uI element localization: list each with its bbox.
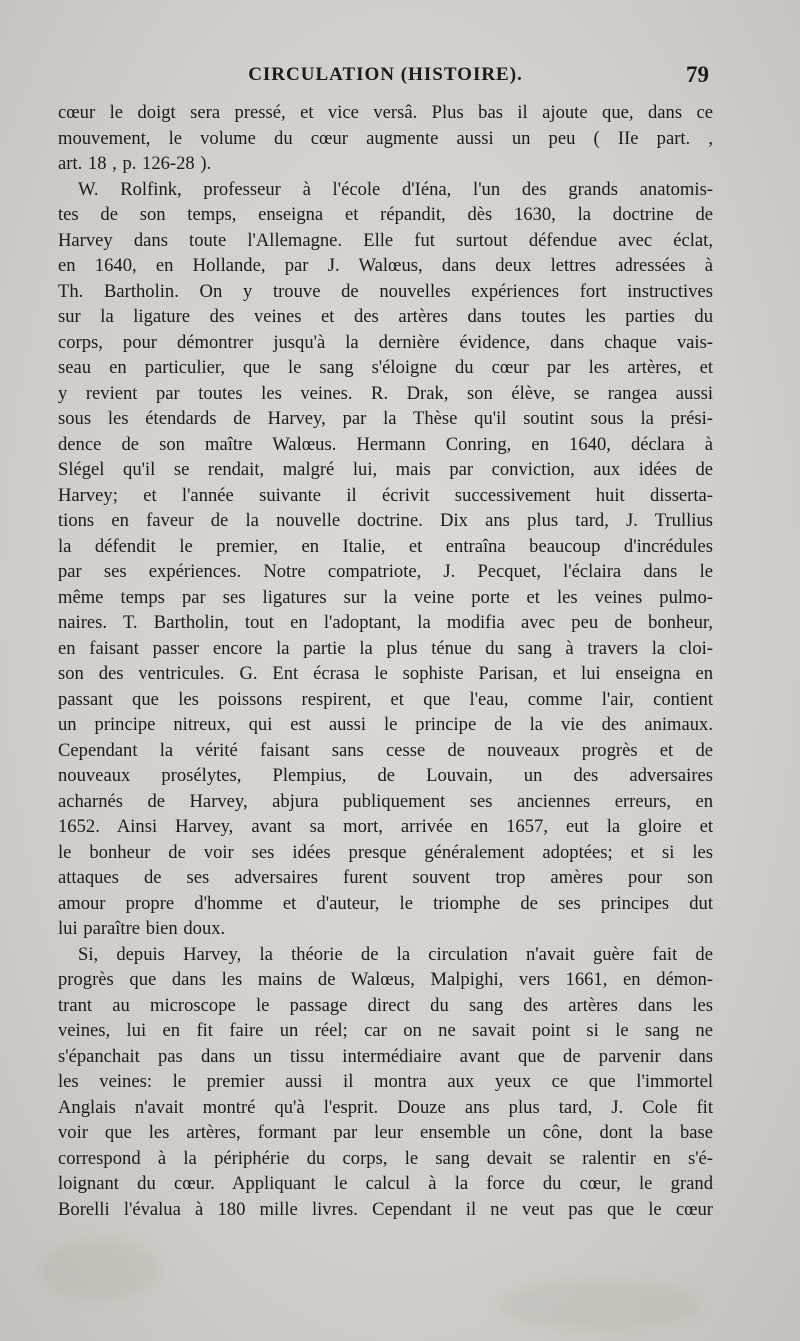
text-line: Cependant la vérité faisant sans cesse de nouveaux progrès et de (58, 739, 713, 761)
page-number: 79 (686, 62, 709, 87)
text-line: un principe nitreux, qui est aussi le principe de la vie des animaux. (58, 714, 713, 735)
text-line: voir que les artères, formant par leur ensemble un cône, dont la base (58, 1122, 713, 1143)
text-line: passant que les poissons respirent, et que l'eau, comme l'air, contient (58, 688, 713, 710)
text-line: même temps par ses ligatures sur la veine porte et les veines pulmo- (58, 586, 713, 608)
running-header (58, 60, 713, 100)
text-line: amour propre d'homme et d'auteur, le triomphe de ses principes dut (58, 892, 713, 914)
text-line: W. Rolfink, professeur à l'école d'Iéna, l'un des grands anatomis- (78, 178, 713, 200)
text-line: par ses expériences. Notre compatriote, J. Pecquet, l'éclaira dans le (58, 561, 713, 582)
text-line: la défendit le premier, en Italie, et entraîna beaucoup d'incrédules (58, 535, 713, 557)
text-line: Slégel qu'il se rendait, malgré lui, mais par conviction, aux idées de (58, 459, 713, 480)
text-line: Th. Bartholin. On y trouve de nouvelles expériences fort instructives (58, 280, 713, 302)
text-line: s'épanchait pas dans un tissu intermédiaire avant que de parvenir dans (58, 1045, 713, 1067)
text-line: tes de son temps, enseigna et répandit, dès 1630, la doctrine de (58, 204, 713, 225)
text-line: Si, depuis Harvey, la théorie de la circulation n'avait guère fait de (78, 943, 713, 965)
text-line: sur la ligature des veines et des artères dans toutes les parties du (58, 306, 713, 327)
text-line: trant au microscope le passage direct du sang des artères dans les (58, 994, 713, 1016)
body-text (58, 100, 713, 1222)
paper-stain (500, 1280, 700, 1330)
text-line: progrès que dans les mains de Walœus, Malpighi, vers 1661, en démon- (58, 969, 713, 990)
text-line: son des ventricules. G. Ent écrasa le sophiste Parisan, et lui enseigna en (58, 663, 713, 684)
text-line: correspond à la périphérie du corps, le sang devait se ralentir en s'é- (58, 1147, 713, 1169)
text-line: attaques de ses adversaires furent souvent trop amères pour son (58, 867, 713, 888)
text-line: acharnés de Harvey, abjura publiquement ses anciennes erreurs, en (58, 790, 713, 812)
text-line: Harvey; et l'année suivante il écrivit successivement huit disserta- (58, 484, 713, 506)
text-line: corps, pour démontrer jusqu'à la dernière évidence, dans chaque vais- (58, 331, 713, 353)
text-line: dence de son maître Walœus. Hermann Conring, en 1640, déclara à (58, 433, 713, 455)
text-line: veines, lui en fit faire un réel; car on ne savait point si le sang ne (58, 1020, 713, 1041)
text-line: en 1640, en Hollande, par J. Walœus, dans deux lettres adressées à (58, 255, 713, 276)
text-line: Harvey dans toute l'Allemagne. Elle fut surtout défendue avec éclat, (58, 229, 713, 251)
text-line: Borelli l'évalua à 180 mille livres. Cependant il ne veut pas que le cœur (58, 1198, 713, 1220)
text-line: les veines: le premier aussi il montra aux yeux ce que l'immortel (58, 1071, 713, 1092)
text-line: cœur le doigt sera pressé, et vice versâ. Plus bas il ajoute que, dans ce (58, 102, 713, 123)
text-line: lui paraître bien doux. (58, 918, 226, 939)
text-line: 1652. Ainsi Harvey, avant sa mort, arrivée en 1657, eut la gloire et (58, 816, 713, 837)
text-line: art. 18 , p. 126-28 ). (58, 153, 212, 174)
text-line: en faisant passer encore la partie la plus ténue du sang à travers la cloi- (58, 637, 713, 659)
text-line: y revient par toutes les veines. R. Drak, son élève, se rangea aussi (58, 382, 713, 404)
text-line: mouvement, le volume du cœur augmente aussi un peu ( IIe part. , (58, 127, 713, 149)
text-line: nouveaux prosélytes, Plempius, de Louvain, un des adversaires (58, 765, 713, 786)
paper-stain (40, 1240, 160, 1300)
text-line: sous les étendards de Harvey, par la Thèse qu'il soutint sous la prési- (58, 408, 713, 429)
text-line: loignant du cœur. Appliquant le calcul à la force du cœur, le grand (58, 1173, 713, 1194)
text-line: seau en particulier, que le sang s'éloigne du cœur par les artères, et (58, 357, 713, 378)
text-line: Anglais n'avait montré qu'à l'esprit. Douze ans plus tard, J. Cole fit (58, 1096, 713, 1118)
running-title: CIRCULATION (HISTOIRE). (248, 64, 523, 85)
book-page (58, 60, 713, 1222)
text-line: naires. T. Bartholin, tout en l'adoptant, la modifia avec peu de bonheur, (58, 612, 713, 633)
text-line: le bonheur de voir ses idées presque généralement adoptées; et si les (58, 841, 713, 863)
text-line: tions en faveur de la nouvelle doctrine. Dix ans plus tard, J. Trullius (58, 510, 713, 531)
